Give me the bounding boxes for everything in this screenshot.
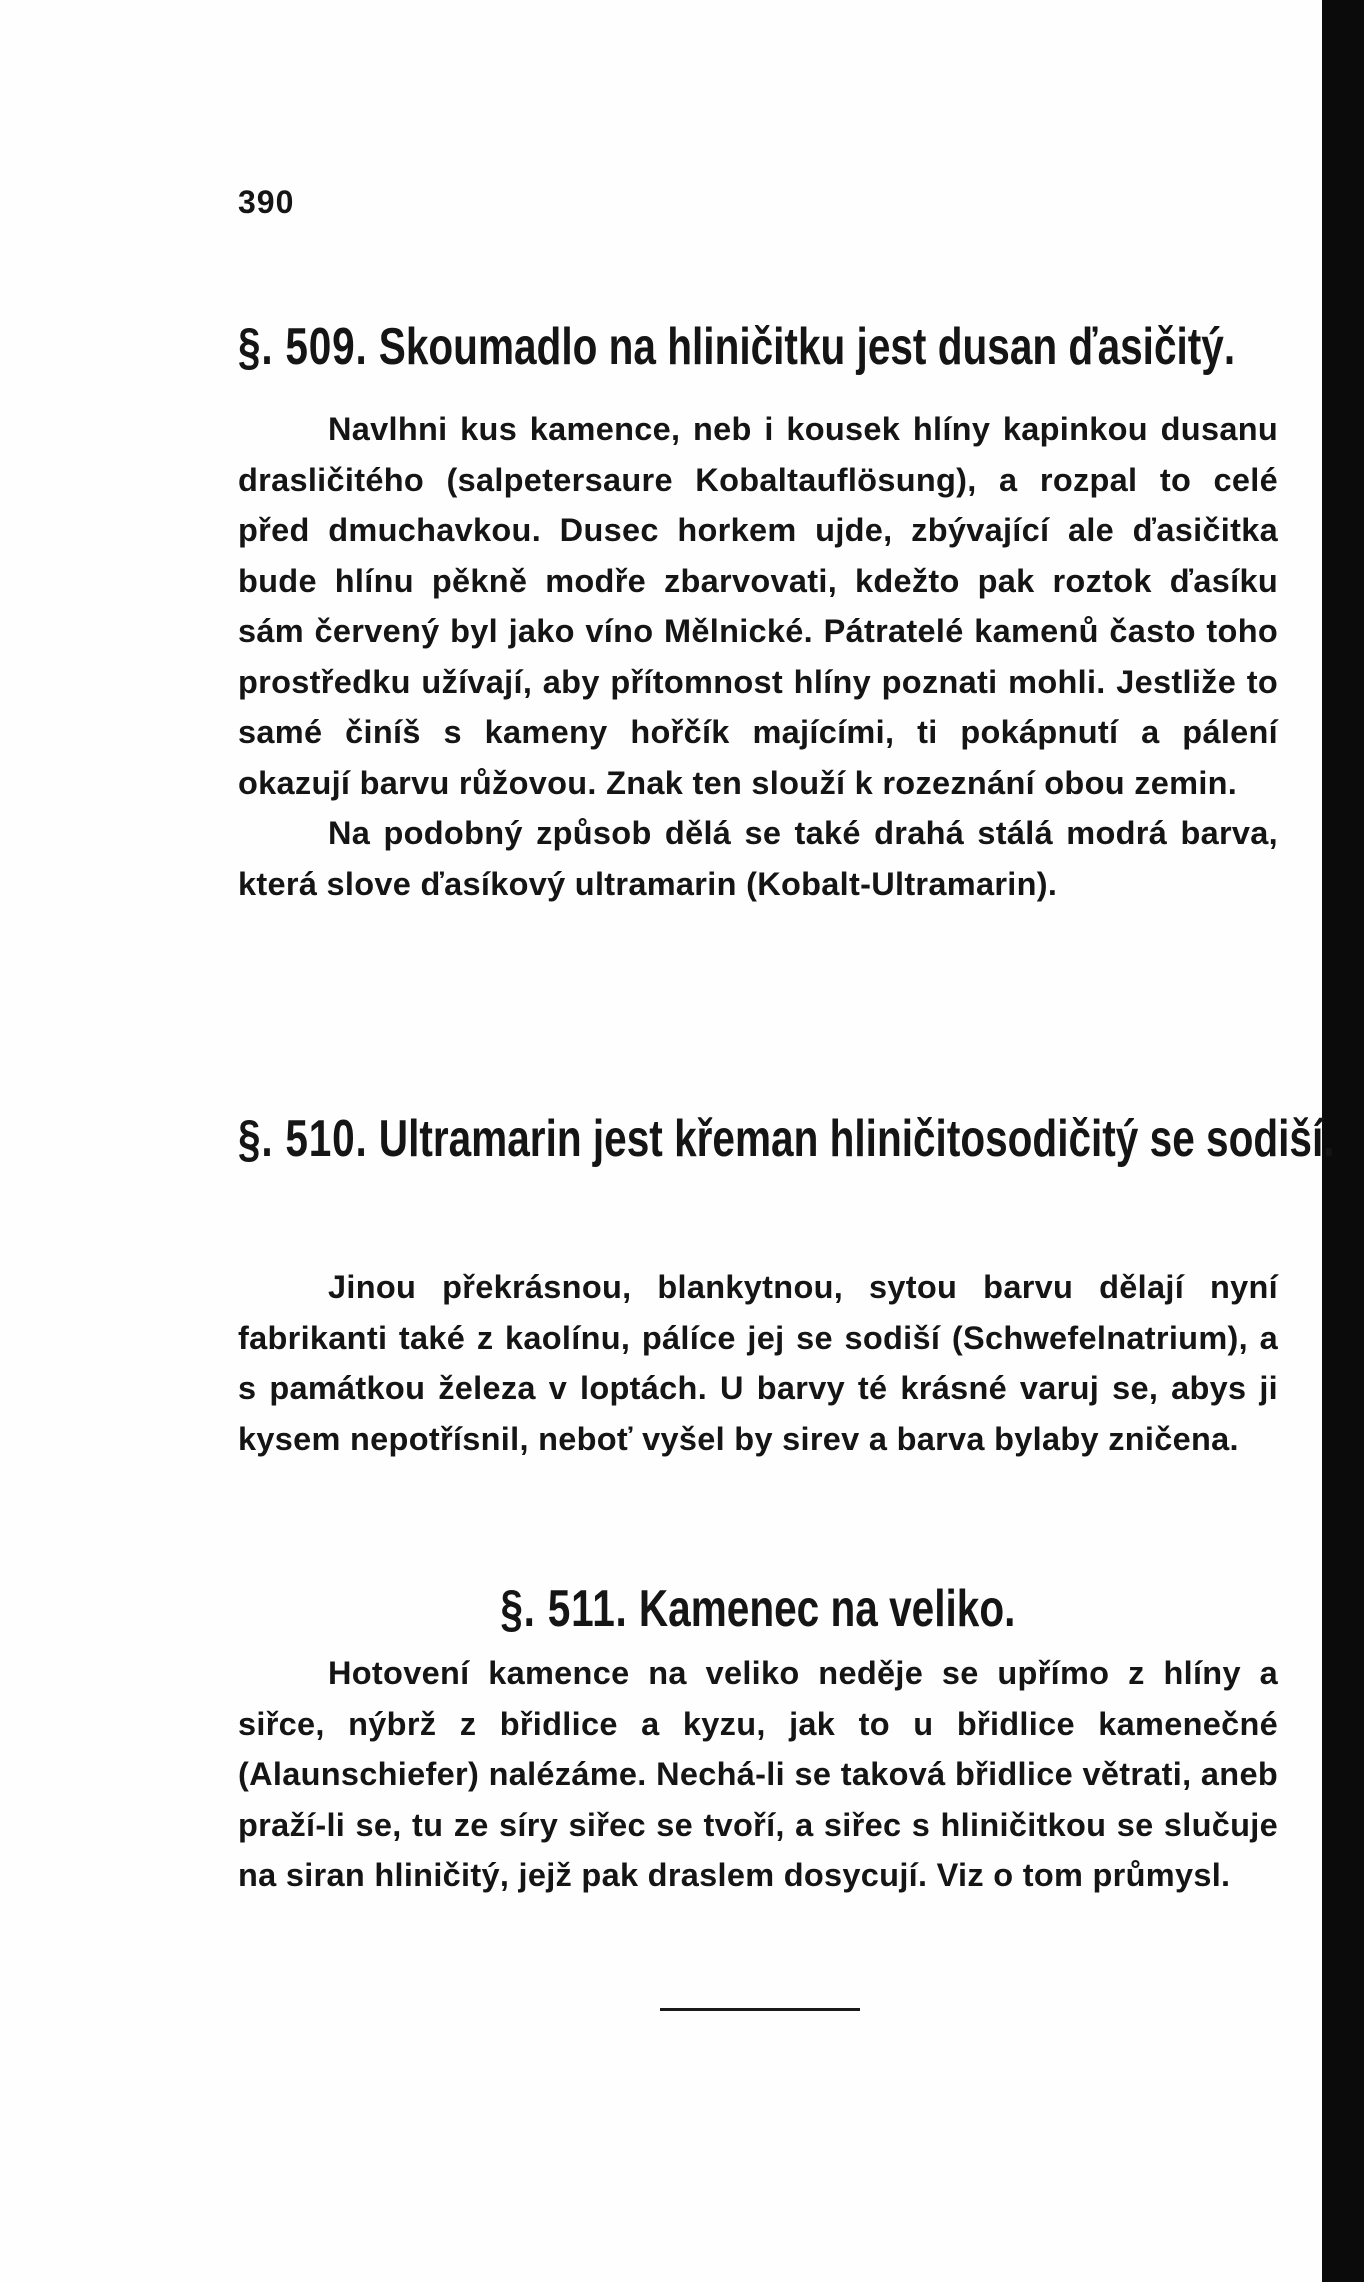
section-509-paragraph-1: Navlhni kus kamence, neb i kousek hlíny kapinkou dusanu drasličitého (salpetersaure Kobaltauflösung), a rozpal to celé před dmuchavkou. Dusec horkem ujde, zbývající ale ďasičitka bude hlínu pěkně modře zbarvovati, kdežto pak roztok ďasíku sám červený byl jako víno Mělnické. Pátratelé kamenů často toho prostředku užívají, aby přítomnost hlíny poznati mohli. Jestliže to samé činíš s kameny hořčík majícími, ti pokápnutí a pálení okazují barvu růžovou. Znak ten slouží k rozeznání obou zemin. bbox=[238, 411, 1278, 801]
section-509-body bbox=[238, 404, 1278, 909]
section-511-body bbox=[238, 1648, 1278, 1901]
section-510-body bbox=[238, 1262, 1278, 1464]
section-509-paragraph-2: Na podobný způsob dělá se také drahá stálá modrá barva, která slove ďasíkový ultramarin (Kobalt-Ultramarin). bbox=[238, 815, 1278, 902]
section-510-paragraph-1: Jinou překrásnou, blankytnou, sytou barvu dělají nyní fabrikanti také z kaolínu, pálíce jej se sodiší (Schwefelnatrium), a s památkou železa v loptách. U barvy té krásné varuj se, abys ji kysem nepotřísnil, neboť vyšel by sirev a barva bylaby zničena. bbox=[238, 1269, 1278, 1457]
section-509-title: Skoumadlo na hliničitku jest dusan ďasičitý. bbox=[378, 318, 1236, 376]
section-510-number: §. 510. bbox=[238, 1110, 368, 1168]
section-511-paragraph-1: Hotovení kamence na veliko neděje se upřímo z hlíny a siřce, nýbrž z břidlice a kyzu, jak to u břidlice kamenečné (Alaunschiefer) nalézáme. Nechá-li se taková břidlice větrati, aneb praží-li se, tu ze síry siřec se tvoří, a siřec s hliničitkou se slučuje na siran hliničitý, jejž pak draslem dosycují. Viz o tom průmysl. bbox=[238, 1655, 1278, 1893]
section-509-heading bbox=[238, 312, 1278, 382]
section-510-heading bbox=[238, 1104, 1335, 1174]
section-511-number: §. 511. bbox=[500, 1580, 628, 1638]
section-511-heading bbox=[238, 1574, 1278, 1644]
section-509-number: §. 509. bbox=[238, 318, 368, 376]
section-510-title: Ultramarin jest křeman hliničitosodičitý se sodiší. bbox=[378, 1110, 1335, 1168]
book-page bbox=[238, 0, 1335, 2282]
page-number: 390 bbox=[238, 184, 295, 220]
end-rule bbox=[660, 2008, 860, 2011]
section-511-title: Kamenec na veliko. bbox=[638, 1580, 1016, 1638]
